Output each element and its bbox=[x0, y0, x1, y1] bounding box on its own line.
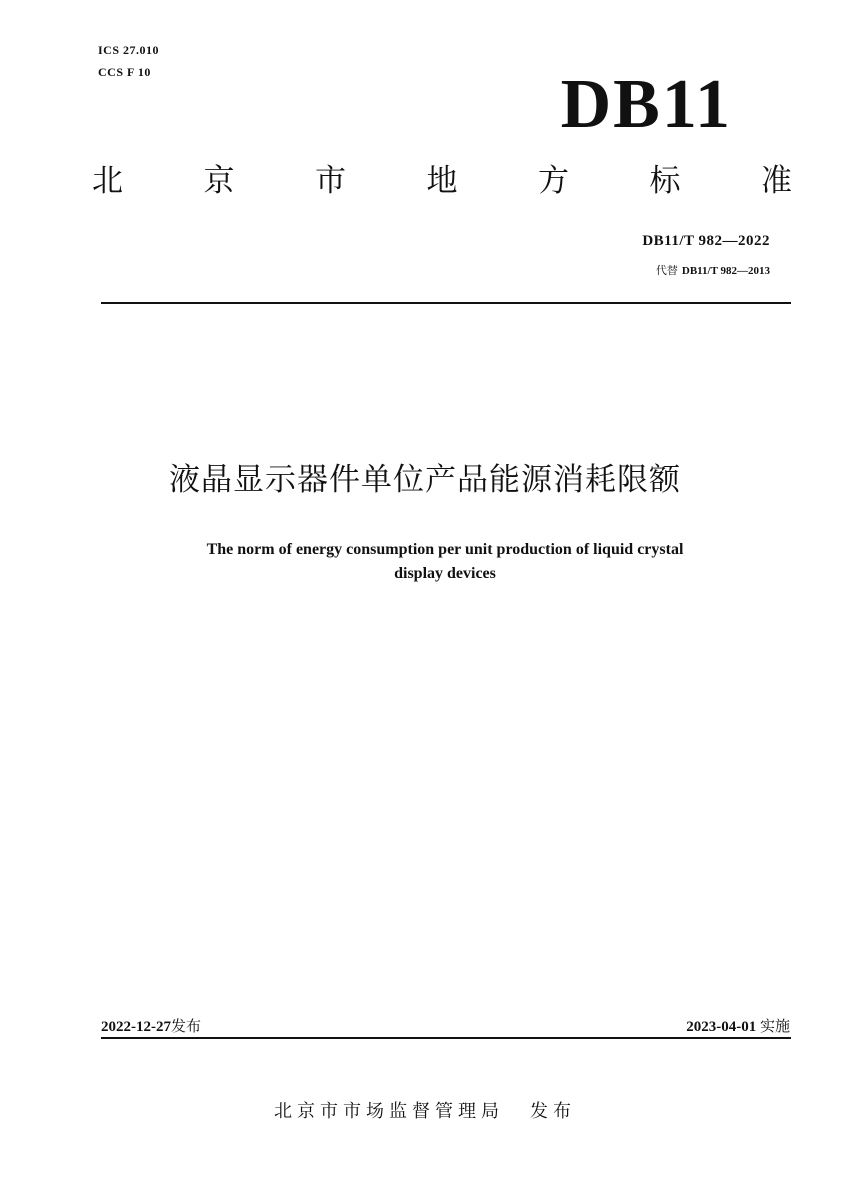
title-english-line: display devices bbox=[394, 565, 496, 582]
implementation-date bbox=[686, 1015, 790, 1036]
db-code-logo: DB11 bbox=[560, 66, 732, 143]
implementation-date-label: 实施 bbox=[759, 1017, 790, 1035]
standard-type-char: 京 bbox=[203, 163, 235, 199]
ccs-code: CCS F 10 bbox=[98, 65, 151, 79]
header-divider bbox=[101, 302, 791, 304]
ics-code: ICS 27.010 bbox=[98, 43, 160, 57]
title-english bbox=[95, 538, 795, 586]
standard-type-char: 方 bbox=[538, 163, 569, 199]
standard-type-char: 准 bbox=[761, 163, 792, 199]
standard-number: DB11/T 982—2022 bbox=[642, 233, 770, 249]
implementation-date-value: 2023-04-01 bbox=[686, 1019, 757, 1035]
issue-date bbox=[101, 1015, 201, 1036]
title-english-line: The norm of energy consumption per unit production of liquid crystal bbox=[206, 541, 684, 558]
standard-type-char: 市 bbox=[315, 163, 346, 199]
issuer-line bbox=[0, 1097, 850, 1123]
replaces-note bbox=[656, 262, 770, 278]
issuer-name: 北京市市场监督管理局 bbox=[274, 1101, 504, 1122]
replaces-label: 代替 bbox=[655, 264, 678, 277]
standard-type-heading bbox=[92, 163, 792, 200]
issuer-label: 发布 bbox=[530, 1101, 576, 1122]
footer-divider bbox=[101, 1037, 791, 1039]
standard-type-char: 标 bbox=[649, 163, 681, 199]
standard-type-char: 北 bbox=[92, 163, 123, 199]
issue-date-value: 2022-12-27 bbox=[101, 1019, 171, 1035]
standard-type-char: 地 bbox=[426, 163, 458, 199]
replaces-number: DB11/T 982—2013 bbox=[681, 265, 770, 277]
issue-date-label: 发布 bbox=[171, 1017, 202, 1035]
title-chinese: 液晶显示器件单位产品能源消耗限额 bbox=[169, 462, 681, 498]
